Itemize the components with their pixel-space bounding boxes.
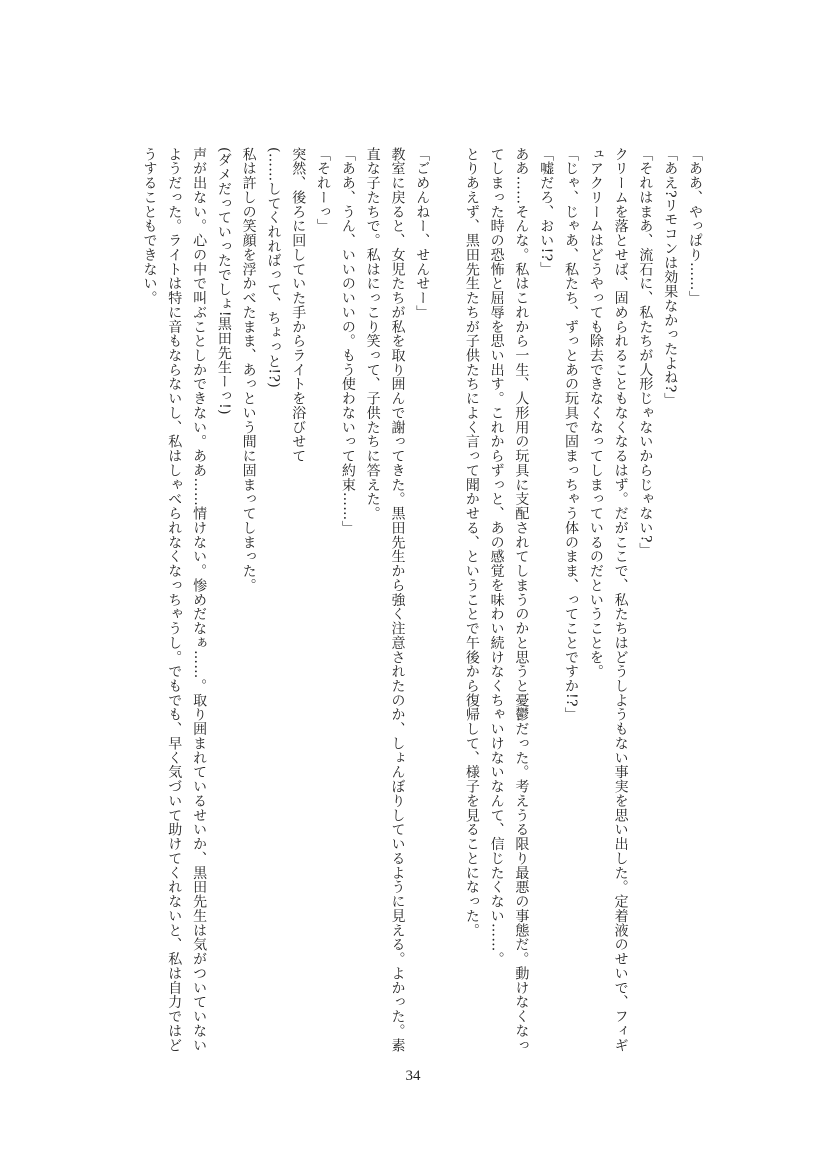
text-column: 「あえ?リモコンは効果なかったよね?」 [662,147,679,408]
blank-line [434,147,459,1057]
text-column: 「ああ、やっぱり……」 [687,147,703,306]
text-column: 「嘘だろ、おい!?」 [538,147,555,276]
text-column: (ダメだっていったでしょ!黒田先生ーっ!) [215,147,232,415]
text-column: (……してくれればって、ちょっと!?) [265,147,282,389]
text-column: ようだった。ライトは特に音もならないし、私はしゃべられなくなっちゃうし。でもでも、早く気づいて助けてくれないと、私は自力ではど [166,147,183,1053]
text-column: てしまった時の恐怖と屈辱を思い出す。これからずっと、あの感覚を味わい続けなくちゃいけないなんて、信じたくない……。 [488,147,505,967]
text-column: 「じゃ、じゃあ、私たち、ずっとあの玩具で固まっちゃう体のまま、ってことですか!?」 [563,147,580,722]
text-column: 「ああ、うん、いいのいいの。もう使わないって約束……」 [339,147,356,535]
text-column: 声が出ない。心の中で叫ぶことしかできない。ああ……情けない。惨めだなぁ……。取り囲まれているせいか、黒田先生は気がついていない [191,147,208,1053]
text-column: とりあえず、黒田先生たちが子供たちによく言って聞かせる、ということで午後から復帰して、様子を見ることになった。 [463,147,480,938]
vertical-text-body [137,147,707,1057]
text-column: 「それーっ」 [315,147,332,234]
text-column: うすることもできない。 [141,147,158,306]
text-column: 突然、後ろに回していた手からライトを浴びせて [290,147,307,464]
text-column: 「それはまあ、流石に、私たちが人形じゃないからじゃない?」 [637,147,654,558]
text-column: 「ごめんねー、せんせー」 [414,147,431,320]
text-column: 私は許しの笑顔を浮かべたまま、あっという間に固まってしまった。 [240,147,257,593]
text-column: ああ……そんな。私はこれから一生、人形用の玩具に支配されてしまうのかと思うと憂鬱だった。考えうる限り最悪の事態だ。動けなくなっ [513,147,530,1053]
text-column: ュアクリームはどうやっても除去できなくなってしまっているのだということを。 [587,147,604,679]
page-number: 34 [405,1068,421,1084]
text-column: 教室に戻ると、女児たちが私を取り囲んで謝ってきた。黒田先生から強く注意されたのか、しょんぼりしているように見える。よかった。素 [389,147,406,1053]
text-column: クリームを落とせば、固められることもなくなるはず。だがここで、私たちはどうしようもない事実を思い出した。定着液のせいで、フィギ [612,147,629,1053]
text-column: 直な子たちで。私はにっこり笑って、子供たちに答えた。 [364,147,381,521]
